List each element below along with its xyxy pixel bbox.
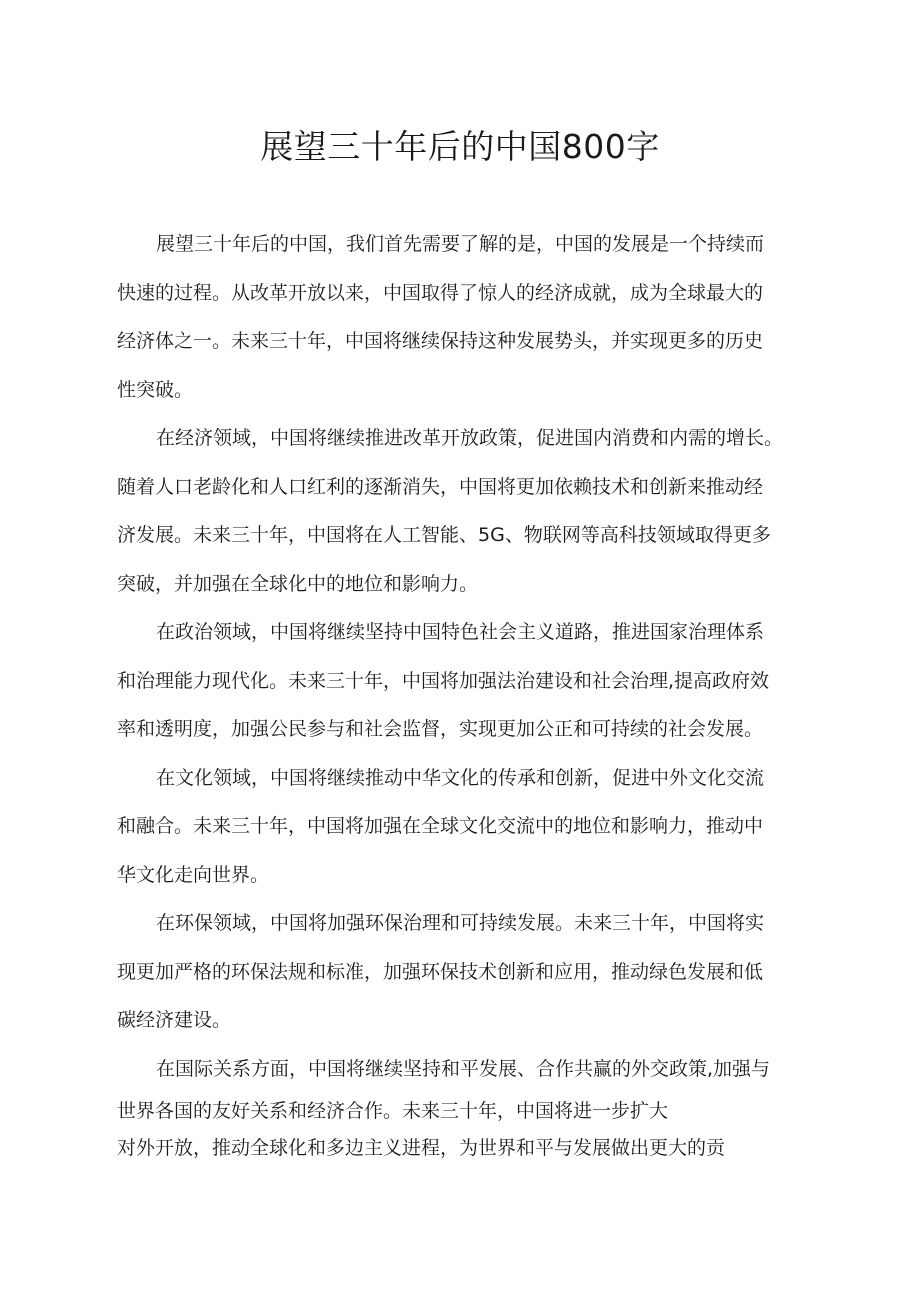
text-line: 经济体之一。未来三十年，中国将继续保持这种发展势头，并实现更多的历史 [117,330,764,352]
text-line: 展望三十年后的中国，我们首先需要了解的是，中国的发展是一个持续而 [156,233,765,255]
paragraph-culture [117,754,817,900]
text-line: 在文化领域，中国将继续推动中华文化的传承和创新，促进中外文化交流 [156,766,765,789]
text-line: 和治理能力现代化。未来三十年，中国将加强法治建设和社会治理,提高政府效 [117,669,770,692]
paragraph-intro [117,220,817,414]
text-line: 在政治领域，中国将继续坚持中国特色社会主义道路，推进国家治理体系 [156,621,765,643]
text-line: 性突破。 [117,378,194,401]
text-line: 率和透明度，加强公民参与和社会监督，实现更加公正和可持续的社会发展。 [117,718,764,740]
text-line: 碳经济建设。 [117,1009,232,1031]
text-line: 现更加严格的环保法规和标准，加强环保技术创新和应用，推动绿色发展和低 [117,960,764,983]
text-line: 世界各国的友好关系和经济合作。未来三十年，中国将进一步扩大 [117,1100,669,1122]
document-title: 展望三十年后的中国800字 [260,127,660,166]
text-line: 在环保领域，中国将加强环保治理和可持续发展。未来三十年，中国将实 [156,912,765,934]
text-line: 华文化走向世界。 [117,863,270,886]
text-line: 快速的过程。从改革开放以来，中国取得了惊人的经济成就，成为全球最大的 [117,281,764,304]
text-line: 随着人口老龄化和人口红利的逐渐消失，中国将更加依赖技术和创新来推动经 [117,475,764,498]
paragraph-politics [117,608,817,754]
text-line: 在国际关系方面，中国将继续坚持和平发展、合作共赢的外交政策,加强与 [156,1057,771,1080]
paragraph-international [117,1045,817,1168]
text-line: 在经济领域，中国将继续推进改革开放政策，促进国内消费和内需的增长。 [156,427,784,449]
paragraph-environment [117,899,817,1045]
text-line: 和融合。未来三十年，中国将加强在全球文化交流中的地位和影响力，推动中 [117,815,764,837]
text-line: 对外开放，推动全球化和多边主义进程，为世界和平与发展做出更大的贡 [117,1137,726,1159]
document-body [117,220,817,1167]
text-line: 突破，并加强在全球化中的地位和影响力。 [117,572,479,595]
paragraph-economy [117,414,817,608]
text-line: 济发展。未来三十年，中国将在人工智能、5G、物联网等高科技领域取得更多 [117,524,771,546]
